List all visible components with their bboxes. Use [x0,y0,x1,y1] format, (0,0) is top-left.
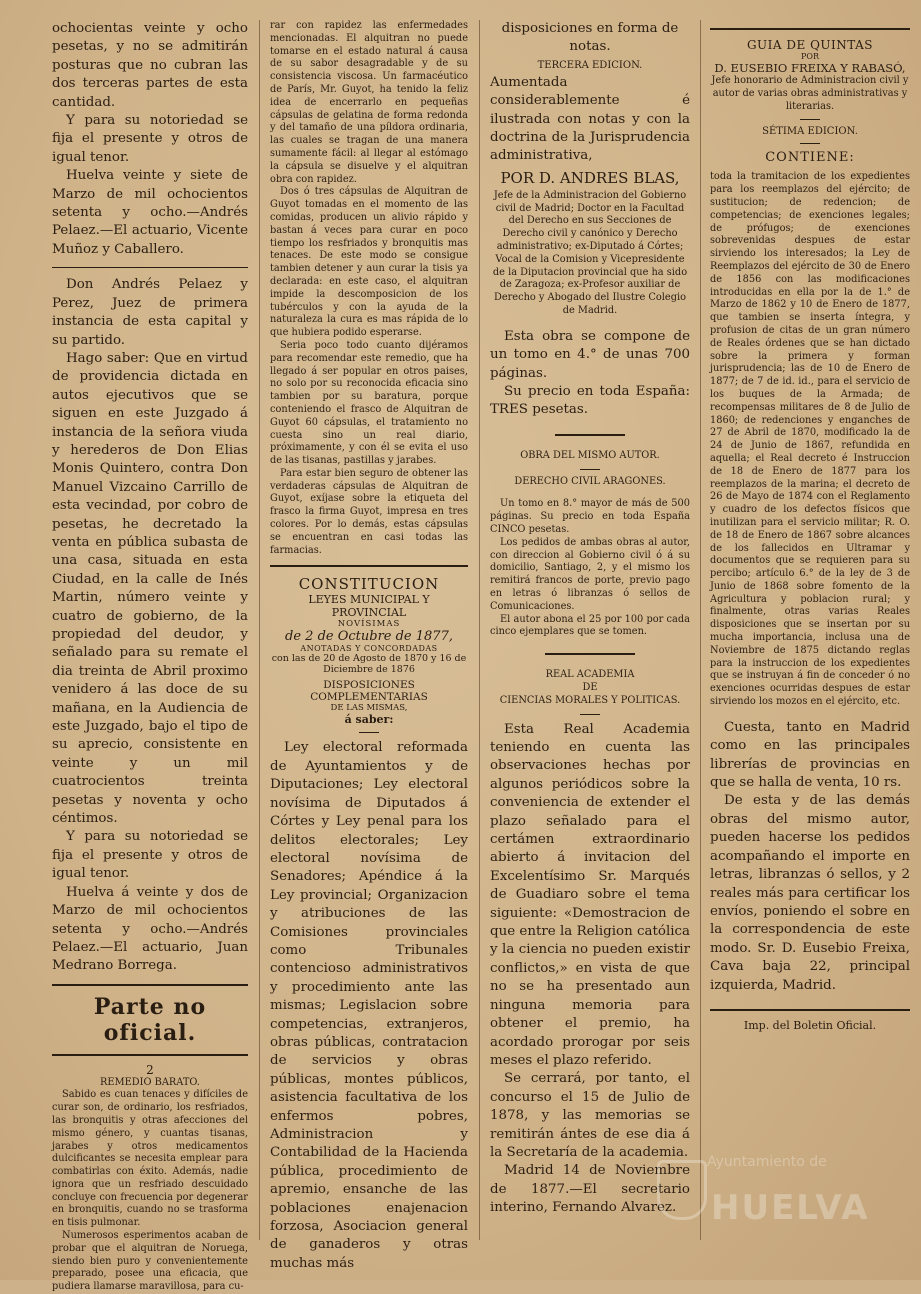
paragraph: ochocientas veinte y ocho pesetas, y no se admitirán posturas que no cubran las dos terceras partes de esta cantidad. [52,21,248,110]
ad-author: POR D. ANDRES BLAS, [500,168,680,187]
paragraph: disposiciones en forma de notas. [501,21,679,55]
ad-subtitle: LEYES MUNICIPAL Y PROVINCIAL [308,593,430,620]
divider [545,653,635,655]
advert-obra [490,450,690,639]
paragraph: Y para su notoriedad se fija el presente y otros de igual tenor. [52,829,248,882]
paragraph: Para estar bien seguro de obtener las verdaderas cápsulas de Alquitran de Guyot, exíjase sobre la etiqueta del frasco la firma Guyot, impresa en tres colores. Por lo demás, estas cápsulas se encuentran en casi todas las farmacias. [270,467,468,556]
article-title: REMEDIO BARATO. [100,1076,200,1088]
divider [800,143,820,144]
imprint: Imp. del Boletin Oficial. [743,1018,877,1032]
divider [270,565,468,567]
paragraph: Hago saber: Que en virtud de providencia dictada en autos ejecutivos que se siguen en este Juzgado á instancia de la señora viuda y herederos de Don Elias Monis Quintero, contra Don Manuel Vizcaino Carrillo de esta vecindad, por cobro de pesetas, he decretado la venta en pública subasta de una casa, situada en esta Ciudad, en la calle de Inés Martin, número veinte y cuatro de gobierno, de la propiedad del deudor, y señalado para su remate el dia treinta de Abril proximo venidero á las doce de su mañana, en la Audiencia de este Juzgado, bajo el tipo de su aprecio, consistente en veinte y un mil cuatrocientos treinta pesetas y noventa y ocho céntimos. [52,350,248,827]
divider [580,469,600,470]
paragraph: Un tomo en 8.° mayor de más de 500 páginas. Su precio en toda España CINCO pesetas. [490,498,690,536]
divider [710,1009,910,1011]
paragraph: Se cerrará, por tanto, el concurso el 15 de Julio de 1878, y las memorias se remitirán ántes de ese dia á la Secretaría de la academia. [490,1071,690,1160]
ad-subtitle: DISPOSICIONES COMPLEMENTARIAS [310,679,428,704]
ad-title: GUIA DE QUINTAS [746,38,874,52]
ad-label: ANOTADAS Y CONCORDADAS [300,644,438,654]
paragraph: rar con rapidez las enfermedades mencionadas. El alquitran no puede tomarse en el estado natural á causa de su sabor desagradable y de su consistencia viscosa. Un farmacéutico de París, Mr. Guyot, ha tenido la feliz idea de encerrarlo en pequeñas cápsulas de gelatina de forma redonda y del tamaño de una píldora ordinaria, las cuales se tragan de una manera sumamente fácil: al llegar al estómago la cápsula se disuelve y el alquitran obra con rapidez. [270,20,468,185]
column-3 [490,20,690,1218]
notice-academia [490,669,690,1217]
paragraph: Esta Real Academia teniendo en cuenta las observaciones hechas por algunos periódicos sobre la conveniencia de extender el plazo señalado para el certámen extraordinario abierto á invitacion del Excelentísimo Sr. Marqués de Guadiaro sobre el tema siguiente: «Demostracion de que entre la Religion católica y la ciencia no pueden existir conflictos,» en vista de que no se ha presentado aun ninguna memoria para obtener el premio, ha acordado prorogar por seis meses el plazo referido. [490,721,690,1068]
paragraph: Seria poco todo cuanto dijéramos para recomendar este remedio, que ha llegado á ser popular en otros paises, no solo por su reconocida eficacia sino tambien por su baratura, porque conteniendo el frasco de Alquitran de Guyot 60 cápsulas, el tratamiento no cuesta sino un real diario, próximamente, y con él se evita el uso de las tisanas, pastillas y jarabes. [270,339,468,467]
ad-subtitle: DERECHO CIVIL ARAGONES. [514,475,666,487]
ad-author: D. EUSEBIO FREIXA Y RABASÓ, [714,61,906,75]
article-number: 2 [146,1062,154,1077]
column-1 [52,20,248,1294]
column-divider [259,20,260,1240]
paragraph: Huelva veinte y siete de Marzo de mil ochocientos setenta y ocho.—Andrés Pelaez.—El actuario, Vicente Muñoz y Caballero. [52,168,248,257]
watermark-text: Ayuntamiento de [707,1154,827,1170]
ad-subtitle: CIENCIAS MORALES Y POLITICAS. [499,694,681,706]
paragraph: Aumentada considerablemente é ilustrada con notas y con la doctrina de la Jurisprudencia administrativa, [490,74,690,164]
paragraph: Numerosos esperimentos acaban de probar que el alquitran de Noruega, siendo bien puro y convenientemente preparado, posee una eficacia, que pudiera llamarse maravillosa, para cu- [52,1230,248,1293]
paragraph: Los pedidos de ambas obras al autor, con direccion al Gobierno civil ó á su domicilio, Santiago, 2, y el mismo los remitirá francos de porte, previo pago en letras ó libranzas ó sellos de Comunicaciones. [490,536,690,612]
paragraph: Jefe honorario de Administracion civil y autor de varias obras administrativas y literarias. [711,75,909,112]
ad-date: de 2 de Octubre de 1877, [285,629,453,645]
paragraph: Y para su notoriedad se fija el presente y otros de igual tenor. [52,113,248,165]
article-remedio [52,1064,248,1294]
paragraph: El autor abona el 25 por 100 por cada cinco ejemplares que se tomen. [490,613,690,638]
ad-text: con las de 20 de Agosto de 1870 y 16 de Diciembre de 1876 [271,653,467,676]
divider [555,434,625,436]
paragraph: Madrid 14 de Noviembre de 1877.—El secretario interino, Fernando Alvarez. [490,1163,690,1216]
watermark [651,1150,881,1250]
paragraph: toda la tramitacion de los expedientes para los reemplazos del ejército; de sustitucion; de redencion; de competencias; de exenciones legales; de prófugos; de exenciones sobrevenidas despues de estar sirviendo los interesados; la Ley de Reemplazos del ejército de 30 de Enero de 1856 con las modificaciones introducidas en ella por la de 1.° de Marzo de 1862 y 10 de Enero de 1877, que tambien se inserta íntegra, y profusion de citas de un gran número de Reales órdenes que se han dictado sobre la primera y forman jurisprudencia; las de 10 de Enero de 1877; de 7 de id. id., para el servicio de los buques de la Armada; de recompensas militares de 8 de Julio de 1860; de redenciones y enganches de 27 de Abril de 1870, modificado la de 24 de Junio de 1867, refundida en aquella; el Real decreto é Instruccion de 18 de Enero de 1877 para los reemplazos de la marina; el decreto de 26 de Mayo de 1874 con el Reglamento y cuadro de los defectos físicos que inutilizan para el servicio militar; R. O. de 18 de Enero de 1867 sobre alcances de los fallecidos en Ultramar y documentos que se requieren para su percibo; artículo 6.° de la ley de 3 de Junio de 1868 sobre fomento de la Agricultura y poblacion rural; y finalmente, otras varias Reales disposiciones que se insertan por su mucha importancia, inclusa una de Noviembre de 1875 dictando reglas para la instruccion de los expedientes que se instruyan á fin de conceder ó no exenciones ocurridas despues de estar sirviendo los mozos en el ejército, etc. [710,171,910,708]
advert-constitucion [270,575,468,1273]
watermark-text: HUELVA [711,1188,870,1228]
paragraph: Jefe de la Administracion del Gobierno civil de Madrid; Doctor en la Facultad del Derecho en sus Secciones de Derecho civil y canónico y Derecho administrativo; ex-Diputado á Córtes; Vocal de la Comision y Vicepresidente de la Diputacion provincial que ha sido de Zaragoza; ex-Profesor auxiliar de Derecho y Abogado del Ilustre Colegio de Madrid. [492,189,688,317]
paragraph: Cuesta, tanto en Madrid como en las principales librerías de provincias en que se halla de venta, 10 rs. [710,719,910,791]
ad-title: CONSTITUCION [298,575,440,594]
advert-continued [490,20,690,420]
column-divider [479,20,480,1240]
divider [800,119,820,120]
paragraph: Huelva á veinte y dos de Marzo de mil ochocientos setenta y ocho.—Andrés Pelaez.—El actuario, Juan Medrano Borrega. [52,884,248,974]
ad-edition: TERCERA EDICION. [537,59,643,71]
divider [710,28,910,30]
paragraph: Dos ó tres cápsulas de Alquitran de Guyot tomadas en el momento de las comidas, producen un alivio rápido y bastan á veces para curar en poco tiempo los resfriados y bronquitis mas tenaces. De este modo se consigue tambien detener y aun curar la tisis ya declarada: en este caso, el alquitran impide la descomposicion de los tubérculos y con la ayuda de la naturaleza la cura es mas rápida de lo que hubiera podido esperarse. [270,186,468,339]
column-2 [270,20,468,1273]
divider [52,267,248,268]
coat-of-arms-icon [657,1160,707,1220]
ad-label: DE [582,682,598,693]
paragraph: Su precio en toda España: TRES pesetas. [490,384,690,418]
paragraph: Esta obra se compone de un tomo en 4.° de unas 700 páginas. [490,328,690,381]
ad-label: DE LAS MISMAS, [330,703,408,714]
ad-subtitle: REAL ACADEMIA [545,669,635,681]
ad-subtitle: OBRA DEL MISMO AUTOR. [520,449,660,461]
edict-2 [52,276,248,975]
divider [359,732,379,733]
paragraph: Don Andrés Pelaez y Perez, Juez de primera instancia de esta capital y su partido. [52,277,248,348]
article-remedio-continued [270,20,468,557]
ad-subtitle: CONTIENE: [765,150,855,166]
column-divider [700,20,701,1240]
paragraph: Ley electoral reformada de Ayuntamientos y de Diputaciones; Ley electoral novísima de Diputados á Córtes y Ley penal para los delitos electorales; Ley electoral novísima de Senadores; Apéndice á la Ley provincial; Organizacion y atribuciones de las Comisiones provinciales como Tribunales contencioso administrativos y procedimiento ante las mismas; Legislacion sobre competencias, extranjeros, obras públicas, contratacion de servicios y obras públicas, montes públicos, asistencia facultativa de los enfermos pobres, Administracion y Contabilidad de la Hacienda pública, procedimiento de apremio, ensanche de las poblaciones enajenacion forzosa, Asociacion general de ganaderos y otras muchas más [270,740,468,1271]
advert-guia [710,38,910,995]
column-4 [710,20,910,1032]
paragraph: De esta y de las demás obras del mismo autor, pueden hacerse los pedidos acompañando el importe en letras, libranzas ó sellos, y 2 reales más para certificar los envíos, poniendo el sobre en la correspondencia de este modo. Sr. D. Eusebio Freixa, Cava baja 22, principal izquierda, Madrid. [710,793,910,993]
ad-label: á saber: [344,713,394,727]
ad-edition: SÉTIMA EDICION. [762,126,858,138]
edict-1 [52,20,248,259]
divider [52,984,248,986]
divider [52,1054,248,1056]
ad-label: POR [801,52,819,61]
section-title: Parte no oficial. [93,993,207,1046]
paragraph: Sabido es cuan tenaces y difíciles de curar son, de ordinario, los resfriados, las bronquitis y otras afecciones del mismo género, y cuantas tisanas, jarabes y otros medicamentos dulcificantes se necesita emplear para combatirlas con éxito. Además, nadie ignora que un resfriado descuidado concluye con frecuencia por degenerar en bronquitis, cuando no se trasforma en tisis pulmonar. [52,1089,248,1229]
ad-label: NOVÍSIMAS [337,619,401,630]
divider [580,714,600,715]
